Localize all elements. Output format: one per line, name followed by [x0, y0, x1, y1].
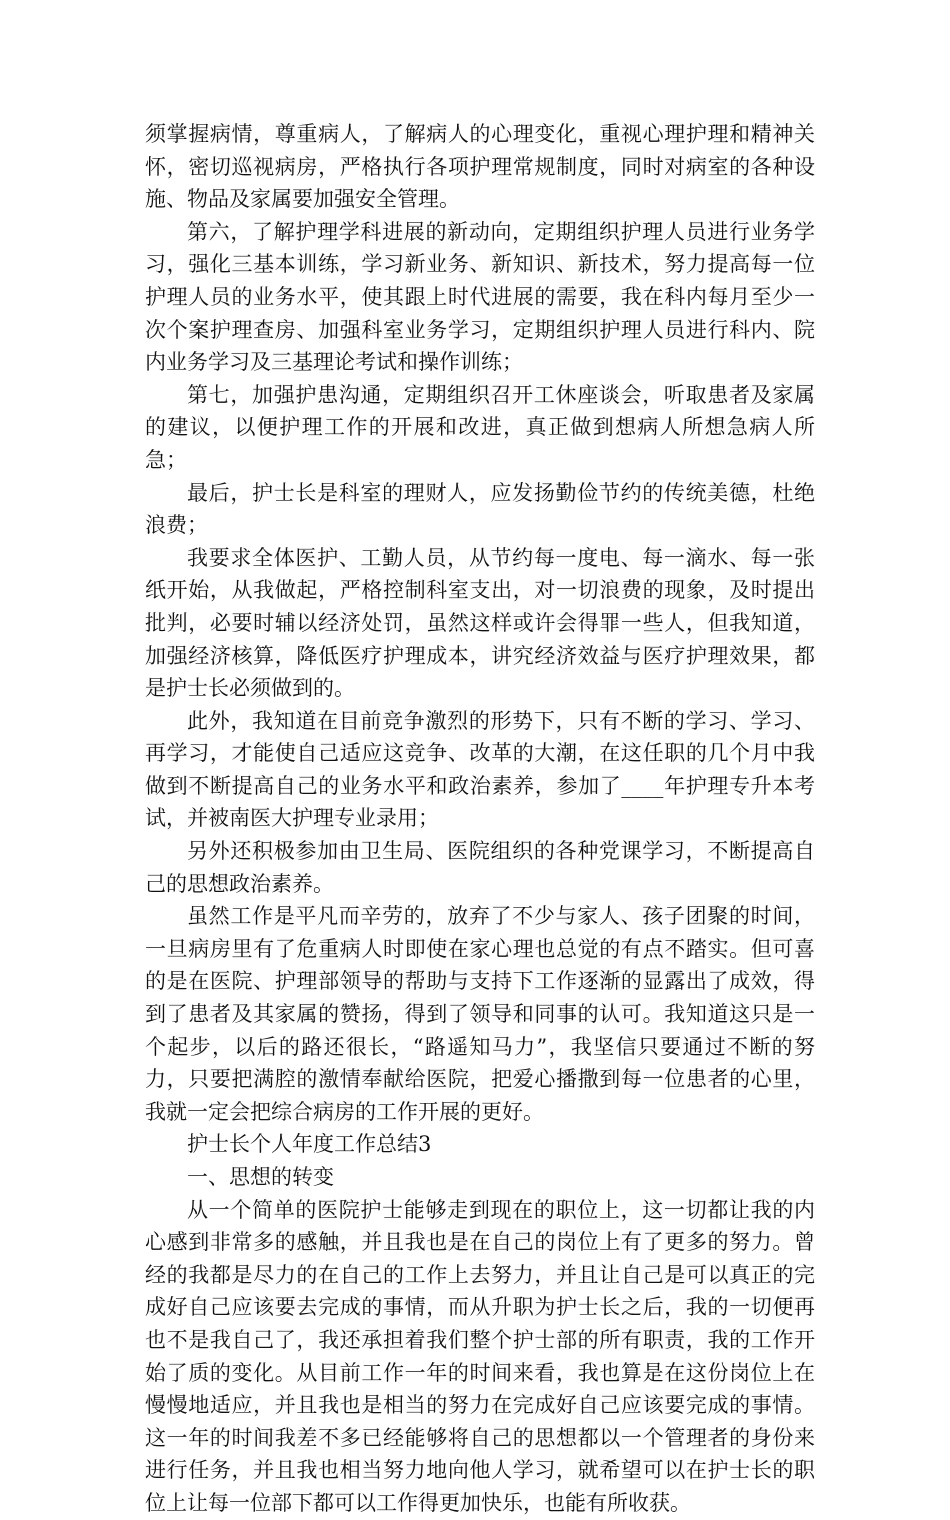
- paragraph-conclusion: 虽然工作是平凡而辛劳的，放弃了不少与家人、孩子团聚的时间，一旦病房里有了危重病人时即使在家心理也总觉的有点不踏实。但可喜的是在医院、护理部领导的帮助与支持下工作逐渐的显露出了成效，得到了患者及其家属的赞扬，得到了领导和同事的认可。我知道这只是一个起步，以后的路还很长，“路遥知马力”，我坚信只要通过不断的努力，只要把满腔的激情奉献给医院，把爱心播撒到每一位患者的心里，我就一定会把综合病房的工作开展的更好。: [145, 904, 815, 1124]
- paragraph-learning: 此外，我知道在目前竞争激烈的形势下，只有不断的学习、学习、再学习，才能使自己适应这竞争、改革的大潮，在这任职的几个月中我做到不断提高自己的业务水平和政治素养，参加了____年护理专升本考试，并被南医大护理专业录用；: [145, 708, 815, 831]
- paragraph-seventh: 第七，加强护患沟通，定期组织召开工休座谈会，听取患者及家属的建议，以便护理工作的开展和改进，真正做到想病人所想急病人所急；: [145, 382, 815, 472]
- paragraph-party-study: 另外还积极参加由卫生局、医院组织的各种党课学习，不断提高自己的思想政治素养。: [145, 839, 815, 896]
- paragraph-saving: 我要求全体医护、工勤人员，从节约每一度电、每一滴水、每一张纸开始，从我做起，严格控制科室支出，对一切浪费的现象，及时提出批判，必要时辅以经济处罚，虽然这样或许会得罪一些人，但我知道，加强经济核算，降低医疗护理成本，讲究经济效益与医疗护理效果，都是护士长必须做到的。: [145, 545, 815, 701]
- section-title: 护士长个人年度工作总结3: [187, 1132, 432, 1157]
- paragraph-mindset: 从一个简单的医院护士能够走到现在的职位上，这一切都让我的内心感到非常多的感触，并且我也是在自己的岗位上有了更多的努力。曾经的我都是尽力的在自己的工作上去努力，并且让自己是可以真正的完成好自己应该要去完成的事情，而从升职为护士长之后，我的一切便再也不是我自己了，我还承担着我们整个护士部的所有职责，我的工作开始了质的变化。从目前工作一年的时间来看，我也算是在这份岗位上在慢慢地适应，并且我也是相当的努力在完成好自己应该要完成的事情。这一年的时间我差不多已经能够将自己的思想都以一个管理者的身份来进行任务，并且我也相当努力地向他人学习，就希望可以在护士长的职位上让每一位部下都可以工作得更加快乐，也能有所收获。: [145, 1197, 815, 1515]
- paragraph-finally: 最后，护士长是科室的理财人，应发扬勤俭节约的传统美德，杜绝浪费；: [145, 480, 815, 538]
- paragraph-continuation: 须掌握病情，尊重病人，了解病人的心理变化，重视心理护理和精神关怀，密切巡视病房，严格执行各项护理常规制度，同时对病室的各种设施、物品及家属要加强安全管理。: [145, 122, 815, 212]
- paragraph-sixth: 第六，了解护理学科进展的新动向，定期组织护理人员进行业务学习，强化三基本训练，学习新业务、新知识、新技术，努力提高每一位护理人员的业务水平，使其跟上时代进展的需要，我在科内每月至少一次个案护理查房、加强科室业务学习，定期组织护理人员进行科内、院内业务学习及三基理论考试和操作训练；: [145, 219, 815, 375]
- document-page: [145, 118, 815, 1520]
- subsection-title: 一、思想的转变: [187, 1165, 334, 1189]
